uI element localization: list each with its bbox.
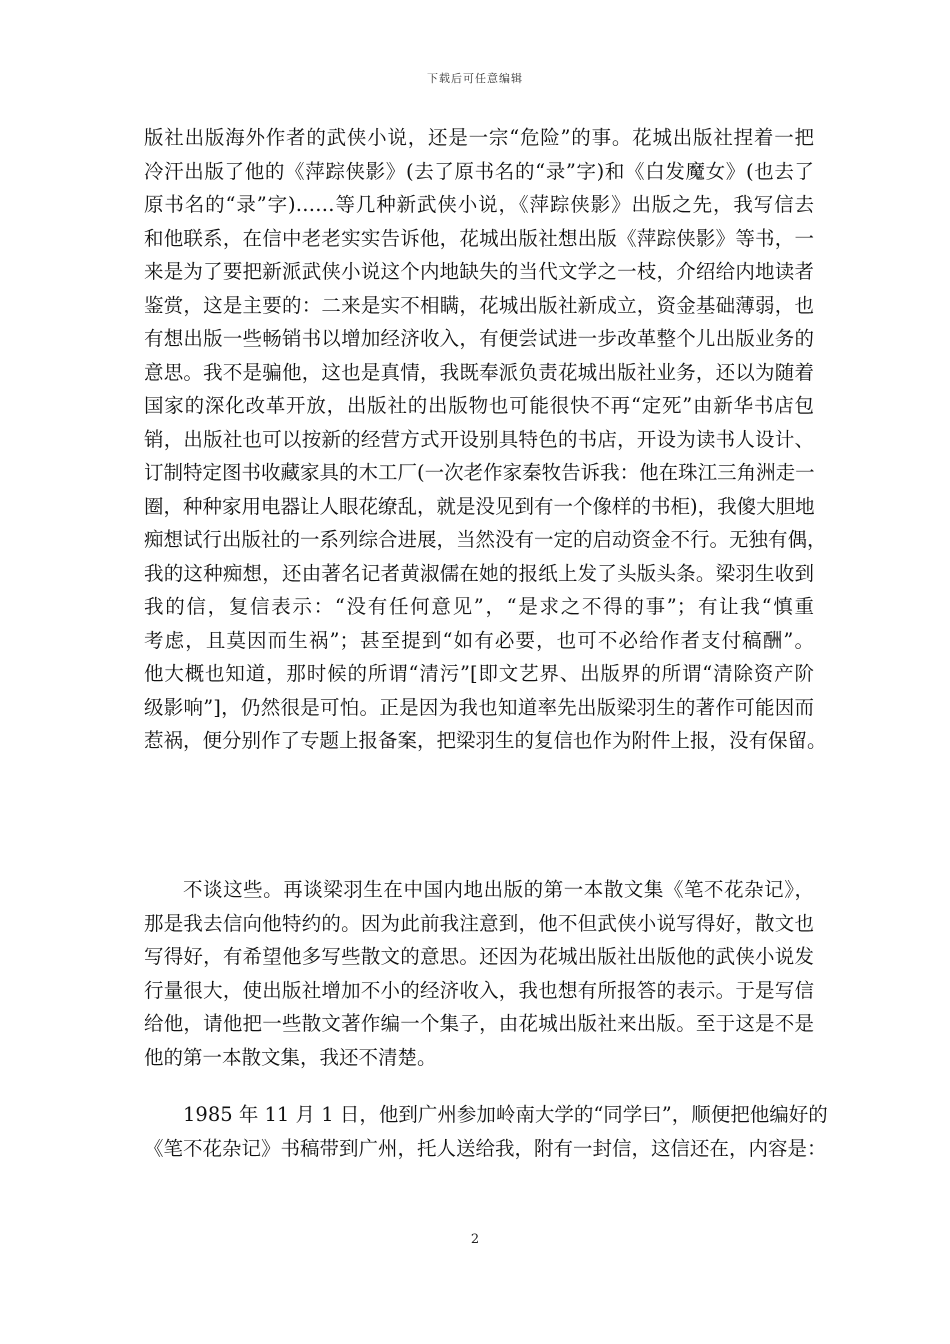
paragraph-essay-collection — [144, 873, 814, 1074]
text-line: 圈，种种家用电器让人眼花缭乱，就是没见到有一个像样的书柜)，我傻大胆地 — [144, 494, 815, 518]
page-number: 2 — [470, 1232, 480, 1247]
text-line: 1985 年 11 月 1 日，他到广州参加岭南大学的“同学曰”，顺便把他编好的 — [183, 1103, 828, 1126]
text-line: 考虑，且莫因而生祸”；甚至提到“如有必要，也可不必给作者支付稿酬”。 — [144, 628, 814, 652]
text-line: 他大概也知道，那时候的所谓“清污”[即文艺界、出版界的所谓“清除资产阶 — [144, 662, 814, 685]
text-line: 有想出版一些畅销书以增加经济收入，有便尝试进一步改革整个儿出版业务的 — [144, 327, 814, 350]
text-line: 原书名的“录”字)……等几种新武侠小说，《萍踪侠影》出版之先，我写信去 — [144, 193, 814, 216]
paragraph-1985-letter — [144, 1098, 828, 1165]
text-line: 我的这种痴想，还由著名记者黄淑儒在她的报纸上发了头版头条。梁羽生收到 — [144, 561, 814, 585]
paragraph-continuation — [144, 121, 827, 758]
text-line: 来是为了要把新派武侠小说这个内地缺失的当代文学之一枝，介绍给内地读者 — [144, 260, 814, 283]
text-line: 意思。我不是骗他，这也是真情，我既奉派负责花城出版社业务，还以为随着 — [144, 360, 814, 384]
text-line: 《笔不花杂记》书稿带到广州，托人送给我，附有一封信，这信还在，内容是： — [144, 1136, 827, 1160]
text-line: 不谈这些。再谈梁羽生在中国内地出版的第一本散文集《笔不花杂记》， — [183, 878, 814, 901]
text-line: 他的第一本散文集，我还不清楚。 — [144, 1045, 437, 1069]
text-line: 国家的深化改革开放，出版社的出版物也可能很快不再“定死”由新华书店包 — [144, 394, 814, 417]
text-line: 给他，请他把一些散文著作编一个集子，由花城出版社来出版。至于这是不是 — [144, 1012, 814, 1035]
text-line: 订制特定图书收藏家具的木工厂(一次老作家秦牧告诉我：他在珠江三角洲走一 — [144, 461, 815, 484]
text-line: 那是我去信向他特约的。因为此前我注意到，他不但武侠小说写得好，散文也 — [144, 911, 814, 935]
text-line: 销，出版社也可以按新的经营方式开设别具特色的书店，开设为读书人设计、 — [144, 427, 814, 451]
text-line: 行量很大，使出版社增加不小的经济收入，我也想有所报答的表示。于是写信 — [144, 978, 814, 1002]
text-line: 冷汗出版了他的《萍踪侠影》(去了原书名的“录”字)和《白发魔女》(也去了 — [144, 159, 814, 183]
text-line: 惹祸，便分别作了专题上报备案，把梁羽生的复信也作为附件上报，没有保留。 — [144, 729, 827, 752]
text-line: 写得好，有希望他多写些散文的意思。还因为花城出版社出版他的武侠小说发 — [144, 945, 814, 968]
page-header: 下载后可任意编辑 — [427, 72, 523, 85]
text-line: 痴想试行出版社的一系列综合进展，当然没有一定的启动资金不行。无独有偶， — [144, 528, 827, 551]
text-line: 我的信，复信表示：“没有任何意见”，“是求之不得的事”；有让我“慎重 — [144, 595, 814, 618]
text-line: 级影响”]，仍然很是可怕。正是因为我也知道率先出版梁羽生的著作可能因而 — [144, 695, 814, 719]
text-line: 和他联系，在信中老老实实告诉他，花城出版社想出版《萍踪侠影》等书，一 — [144, 226, 814, 250]
text-line: 版社出版海外作者的武侠小说，还是一宗“危险”的事。花城出版社捏着一把 — [144, 126, 814, 149]
text-line: 鉴赏，这是主要的：二来是实不相瞒，花城出版社新成立，资金基础薄弱，也 — [144, 293, 814, 317]
